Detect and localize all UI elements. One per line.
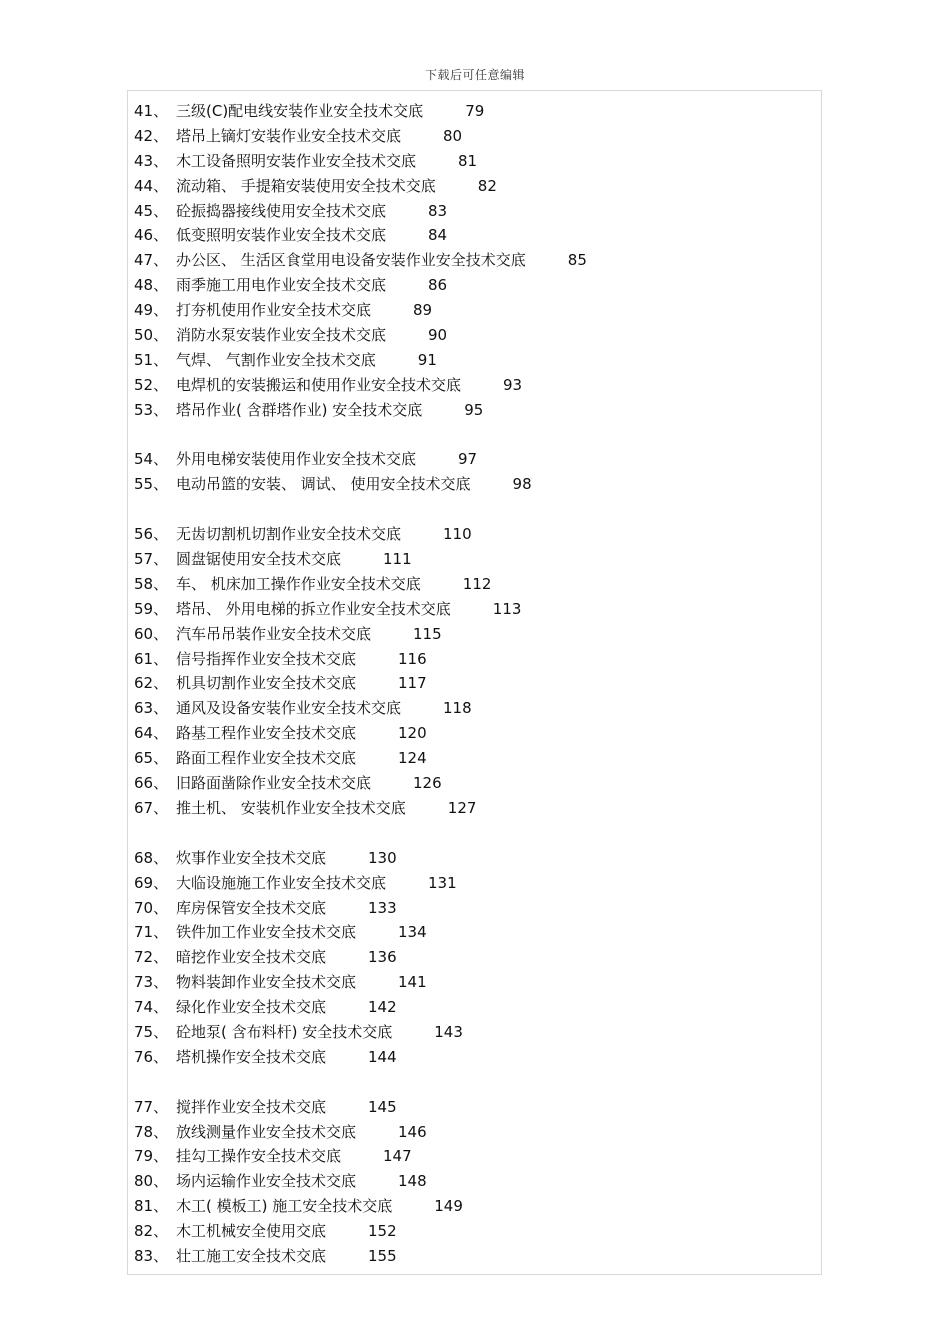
toc-entry-number: 53、 (134, 400, 169, 419)
toc-entry-number: 62、 (134, 674, 169, 693)
toc-entry[interactable] (134, 1169, 814, 1194)
toc-entry[interactable] (134, 871, 814, 896)
toc-entry-number: 65、 (134, 749, 169, 768)
toc-entry[interactable] (134, 671, 814, 696)
toc-entry-page-number: 80 (443, 126, 463, 145)
toc-entry-title: 铁件加工作业安全技术交底 (176, 923, 357, 942)
toc-entry-page-number: 97 (458, 450, 478, 469)
toc-entry-number: 49、 (134, 301, 169, 320)
toc-entry-number: 79、 (134, 1147, 169, 1166)
toc-entry[interactable] (134, 99, 814, 124)
toc-entry-number: 67、 (134, 798, 169, 817)
toc-entry-title: 木工机械安全使用交底 (176, 1222, 327, 1241)
toc-entry-page-number: 81 (458, 151, 478, 170)
toc-entry-title: 壮工施工安全技术交底 (176, 1246, 327, 1265)
toc-entry-number: 66、 (134, 774, 169, 793)
toc-entry[interactable] (134, 223, 814, 248)
toc-entry[interactable] (134, 522, 814, 547)
toc-entry[interactable] (134, 995, 814, 1020)
toc-entry[interactable] (134, 1194, 814, 1219)
toc-entry-page-number: 116 (398, 649, 427, 668)
toc-entry-title: 放线测量作业安全技术交底 (176, 1122, 357, 1141)
toc-entry-page-number: 113 (492, 599, 522, 618)
toc-entry-number: 68、 (134, 848, 169, 867)
toc-entry-page-number: 110 (443, 525, 472, 544)
toc-entry[interactable] (134, 298, 814, 323)
toc-entry-title: 塔机操作安全技术交底 (176, 1047, 327, 1066)
toc-entry-page-number: 148 (398, 1172, 427, 1191)
toc-entry[interactable] (134, 348, 814, 373)
toc-entry-page-number: 131 (428, 873, 457, 892)
toc-entry-page-number: 136 (368, 948, 397, 967)
toc-entry[interactable] (134, 696, 814, 721)
toc-entry-page-number: 143 (434, 1022, 463, 1041)
toc-entry-page-number: 152 (368, 1222, 397, 1241)
toc-entry-page-number: 155 (368, 1246, 397, 1265)
toc-entry[interactable] (134, 398, 814, 423)
toc-entry[interactable] (134, 622, 814, 647)
toc-entry-title: 低变照明安装作业安全技术交底 (176, 226, 387, 245)
toc-entry-number: 74、 (134, 998, 169, 1017)
toc-entry[interactable] (134, 472, 814, 497)
toc-entry-page-number: 124 (398, 749, 427, 768)
toc-entry-number: 50、 (134, 326, 169, 345)
toc-entry-number: 54、 (134, 450, 169, 469)
toc-entry[interactable] (134, 447, 814, 472)
toc-entry-page-number: 144 (368, 1047, 397, 1066)
toc-entry-number: 41、 (134, 102, 169, 120)
toc-entry-page-number: 118 (443, 699, 472, 718)
toc-entry-number: 70、 (134, 898, 169, 917)
toc-entry-title: 木工设备照明安装作业安全技术交底 (176, 151, 417, 170)
toc-entry-number: 83、 (134, 1246, 169, 1265)
toc-entry[interactable] (134, 174, 814, 199)
toc-entry[interactable] (134, 199, 814, 224)
toc-entry-number: 64、 (134, 724, 169, 743)
toc-entry-title: 流动箱、 手提箱安装使用安全技术交底 (176, 176, 436, 195)
toc-entry-page-number: 117 (398, 674, 427, 693)
toc-entry-title: 搅拌作业安全技术交底 (176, 1097, 327, 1116)
toc-entry-number: 61、 (134, 649, 169, 668)
toc-entry-number: 48、 (134, 276, 169, 295)
toc-entry-title: 打夯机使用作业安全技术交底 (176, 301, 372, 320)
toc-entry-page-number: 127 (447, 798, 477, 817)
toc-entry-title: 挂勾工操作安全技术交底 (176, 1147, 342, 1166)
toc-entry-title: 场内运输作业安全技术交底 (176, 1172, 357, 1191)
toc-entry-number: 55、 (134, 475, 169, 494)
toc-entry-number: 63、 (134, 699, 169, 718)
toc-entry-title: 雨季施工用电作业安全技术交底 (176, 276, 387, 295)
toc-entry-number: 52、 (134, 375, 169, 394)
toc-spacer (134, 423, 814, 448)
toc-entry-page-number: 83 (428, 201, 448, 220)
toc-entry-page-number: 120 (398, 724, 427, 743)
toc-entry[interactable] (134, 1020, 814, 1045)
toc-entry[interactable] (134, 124, 814, 149)
toc-entry-title: 消防水泵安装作业安全技术交底 (176, 326, 387, 345)
toc-entry-page-number: 133 (368, 898, 397, 917)
toc-entry[interactable] (134, 647, 814, 672)
toc-spacer (134, 497, 814, 522)
toc-entry-number: 80、 (134, 1172, 169, 1191)
toc-entry-page-number: 141 (398, 973, 427, 992)
toc-entry-number: 58、 (134, 574, 169, 593)
toc-entry-page-number: 115 (413, 624, 442, 643)
toc-entry-number: 81、 (134, 1197, 169, 1216)
toc-entry-page-number: 91 (417, 350, 437, 369)
toc-entry-number: 56、 (134, 525, 169, 544)
toc-entry-title: 塔吊上镝灯安装作业安全技术交底 (176, 126, 402, 145)
toc-entry[interactable] (134, 970, 814, 995)
toc-entry-number: 45、 (134, 201, 169, 220)
toc-entry-number: 57、 (134, 550, 169, 569)
toc-entry-page-number: 145 (368, 1097, 397, 1116)
toc-entry[interactable] (134, 273, 814, 298)
toc-entry-page-number: 93 (503, 375, 523, 394)
toc-entry-title: 木工( 模板工) 施工安全技术交底 (176, 1197, 393, 1216)
toc-entry-number: 47、 (134, 251, 169, 270)
toc-entry-number: 46、 (134, 226, 169, 245)
toc-entry-page-number: 146 (398, 1122, 427, 1141)
toc-entry-number: 51、 (134, 350, 169, 369)
toc-entry-page-number: 82 (477, 176, 497, 195)
toc-entry-title: 砼振捣器接线使用安全技术交底 (176, 201, 387, 220)
toc-entry-title: 机具切割作业安全技术交底 (176, 674, 357, 693)
toc-entry-page-number: 126 (413, 774, 442, 793)
toc-entry[interactable] (134, 1219, 814, 1244)
toc-entry[interactable] (134, 1144, 814, 1169)
toc-entry[interactable] (134, 1095, 814, 1120)
toc-entry-number: 43、 (134, 151, 169, 170)
toc-entry-page-number: 95 (464, 400, 484, 419)
toc-entry-title: 砼地泵( 含布料杆) 安全技术交底 (176, 1022, 393, 1041)
toc-entry-title: 汽车吊吊装作业安全技术交底 (176, 624, 372, 643)
toc-entry-number: 60、 (134, 624, 169, 643)
toc-entry-title: 外用电梯安装使用作业安全技术交底 (176, 450, 417, 469)
toc-entry-page-number: 130 (368, 848, 397, 867)
toc-entry-title: 电焊机的安装搬运和使用作业安全技术交底 (176, 375, 462, 394)
toc-entry-number: 72、 (134, 948, 169, 967)
toc-entry-title: 路面工程作业安全技术交底 (176, 749, 357, 768)
toc-entry-number: 73、 (134, 973, 169, 992)
toc-entry[interactable] (134, 572, 814, 597)
toc-entry[interactable] (134, 323, 814, 348)
toc-entry-page-number: 147 (383, 1147, 412, 1166)
toc-entry-number: 77、 (134, 1097, 169, 1116)
toc-entry-number: 69、 (134, 873, 169, 892)
toc-entry[interactable] (134, 945, 814, 970)
toc-entry-title: 推土机、 安装机作业安全技术交底 (176, 798, 406, 817)
toc-entry-number: 78、 (134, 1122, 169, 1141)
toc-entry-page-number: 134 (398, 923, 427, 942)
toc-spacer (134, 821, 814, 846)
toc-entry[interactable] (134, 547, 814, 572)
toc-entry-page-number: 84 (428, 226, 448, 245)
toc-entry[interactable] (134, 1045, 814, 1070)
toc-entry-title: 气焊、 气割作业安全技术交底 (176, 350, 376, 369)
toc-entry[interactable] (134, 373, 814, 398)
toc-entry-page-number: 142 (368, 998, 397, 1017)
toc-entry-title: 库房保管安全技术交底 (176, 898, 327, 917)
toc-entry[interactable] (134, 771, 814, 796)
toc-entry-number: 42、 (134, 126, 169, 145)
toc-entry-title: 暗挖作业安全技术交底 (176, 948, 327, 967)
toc-entry[interactable] (134, 796, 814, 821)
toc-entry[interactable] (134, 149, 814, 174)
toc-entry-number: 82、 (134, 1222, 169, 1241)
toc-entry-page-number: 149 (434, 1197, 463, 1216)
toc-entry[interactable] (134, 1120, 814, 1145)
toc-entry-title: 信号指挥作业安全技术交底 (176, 649, 357, 668)
toc-entry[interactable] (134, 896, 814, 921)
toc-entry-title: 旧路面凿除作业安全技术交底 (176, 774, 372, 793)
toc-entry-title: 通风及设备安装作业安全技术交底 (176, 699, 402, 718)
toc-entry[interactable] (134, 746, 814, 771)
toc-entry-page-number: 86 (428, 276, 448, 295)
toc-entry-number: 75、 (134, 1022, 169, 1041)
toc-entry[interactable] (134, 721, 814, 746)
toc-entry-title: 路基工程作业安全技术交底 (176, 724, 357, 743)
toc-entry-title: 车、 机床加工操作作业安全技术交底 (176, 574, 421, 593)
toc-entry-title: 物料装卸作业安全技术交底 (176, 973, 357, 992)
toc-entry-page-number: 98 (512, 475, 532, 494)
toc-entry-title: 无齿切割机切割作业安全技术交底 (176, 525, 402, 544)
toc-entry-number: 76、 (134, 1047, 169, 1066)
toc-entry[interactable] (134, 248, 814, 273)
toc-entry-title: 电动吊篮的安装、 调试、 使用安全技术交底 (176, 475, 471, 494)
toc-entry-number: 44、 (134, 176, 169, 195)
page-header: 下载后可任意编辑 (424, 68, 525, 82)
toc-spacer (134, 1070, 814, 1095)
toc-entry-page-number: 112 (462, 574, 492, 593)
toc-entry[interactable] (134, 597, 814, 622)
toc-entry-title: 塔吊、 外用电梯的拆立作业安全技术交底 (176, 599, 451, 618)
toc-entry-title: 大临设施施工作业安全技术交底 (176, 873, 387, 892)
toc-entry-page-number: 89 (413, 301, 433, 320)
toc-entry-title: 炊事作业安全技术交底 (176, 848, 327, 867)
toc-entry-number: 71、 (134, 923, 169, 942)
toc-entry-page-number: 111 (383, 550, 412, 569)
toc-entry-title: 三级(C)配电线安装作业安全技术交底 (176, 102, 424, 120)
toc-entry-page-number: 90 (428, 326, 448, 345)
toc-entry-page-number: 85 (567, 251, 587, 270)
toc-entry-number: 59、 (134, 599, 169, 618)
toc-entry-title: 办公区、 生活区食堂用电设备安装作业安全技术交底 (176, 251, 526, 270)
table-of-contents (134, 99, 814, 1269)
toc-entry[interactable] (134, 846, 814, 871)
toc-entry-title: 圆盘锯使用安全技术交底 (176, 550, 342, 569)
toc-entry-title: 塔吊作业( 含群塔作业) 安全技术交底 (176, 400, 423, 419)
toc-entry[interactable] (134, 920, 814, 945)
toc-entry-page-number: 79 (465, 102, 485, 120)
toc-entry-title: 绿化作业安全技术交底 (176, 998, 327, 1017)
toc-entry[interactable] (134, 1244, 814, 1269)
